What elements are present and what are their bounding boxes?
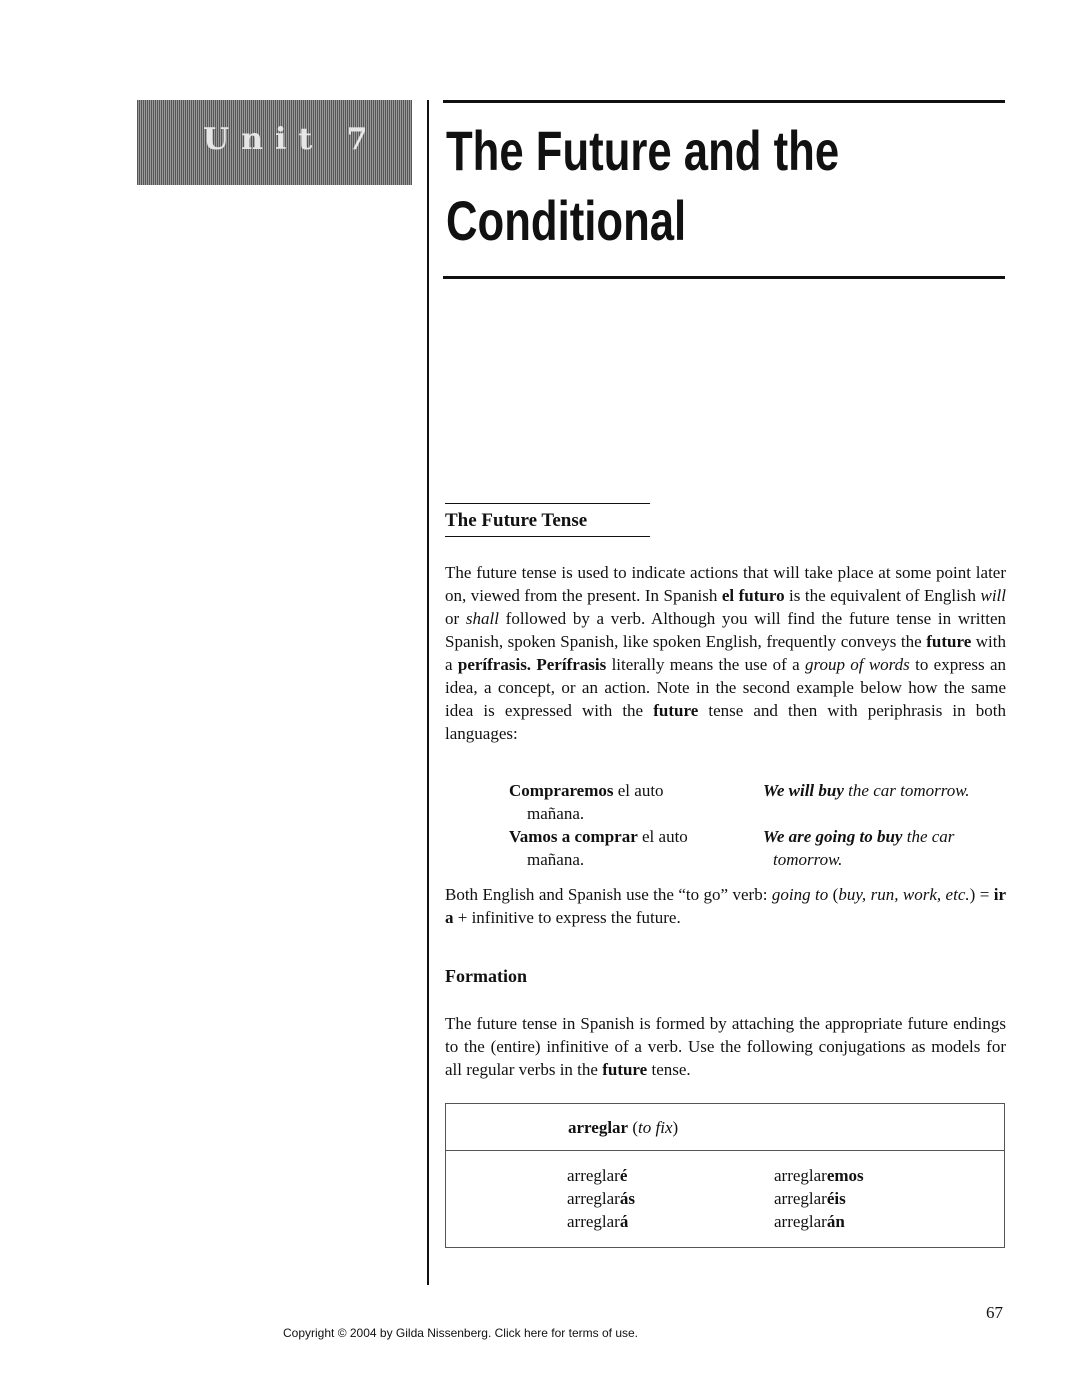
text-run: going to <box>771 885 829 904</box>
conjugation-verb-label: arreglar (to fix) <box>568 1118 679 1137</box>
example-1-english-rest: the car tomorrow. <box>843 781 970 800</box>
text-run: future <box>602 1060 648 1079</box>
example-2-spanish-verb: Vamos a comprar <box>509 827 638 846</box>
section-heading: The Future Tense <box>445 503 650 537</box>
text-run: or <box>445 609 466 628</box>
example-1-spanish-cont: mañana. <box>527 804 585 823</box>
conj-ending: emos <box>826 1166 864 1185</box>
text-run: will <box>980 586 1006 605</box>
text-run: The future tense in Spanish is formed by attaching the appropriate future endings to the (entire) infinitive of a verb. Use the following conjugations as models for all regular verbs in the <box>445 1014 1006 1079</box>
text-run: future <box>926 632 972 651</box>
title-rule-bottom <box>443 276 1005 279</box>
conj-form-5 <box>567 1210 628 1233</box>
conj-form-3 <box>567 1187 635 1210</box>
example-2-english-cont: tomorrow. <box>773 850 843 869</box>
intro-paragraph <box>445 561 1006 745</box>
example-2-spanish-cont: mañana. <box>527 850 585 869</box>
text-run: tense. <box>647 1060 691 1079</box>
formation-heading: Formation <box>445 966 527 986</box>
conj-ending: ás <box>619 1189 635 1208</box>
example-2-english-rest: the car <box>902 827 955 846</box>
example-1-english-verb: We will buy <box>763 781 844 800</box>
text-run: tense and then with periphrasis in both languages: <box>445 701 1006 743</box>
text-run: + infinitive to express the future. <box>453 908 681 927</box>
conj-form-4 <box>774 1187 846 1210</box>
example-2-spanish <box>509 825 688 871</box>
text-run: The future tense is used to indicate actions that will take place at some point later on, viewed from the present. In Spanish <box>445 563 1006 605</box>
unit-label: Unit 7 <box>203 122 380 157</box>
conj-ending: án <box>826 1212 845 1231</box>
example-2-english <box>763 825 954 871</box>
example-1-spanish-rest: el auto <box>613 781 664 800</box>
example-1-english <box>763 779 970 802</box>
conjugation-gloss: to fix <box>638 1118 673 1137</box>
conj-form-1 <box>567 1164 627 1187</box>
conj-form-6 <box>774 1210 845 1233</box>
text-run: ) = <box>969 885 994 904</box>
copyright-notice[interactable]: Copyright © 2004 by Gilda Nissenberg. Click here for terms of use. <box>283 1326 638 1340</box>
text-run: el futuro <box>721 586 785 605</box>
text-run: with a <box>445 632 1006 674</box>
vertical-divider <box>427 100 429 1285</box>
example-1-spanish <box>509 779 664 825</box>
conj-stem: arreglar <box>774 1189 827 1208</box>
conj-stem: arreglar <box>774 1166 827 1185</box>
conj-ending: á <box>619 1212 629 1231</box>
text-run: followed by a verb. Although you will find the future tense in written Spanish, spoken Spanish, like spoken English, frequently conveys the <box>445 609 1006 651</box>
text-run: perífrasis. Perífrasis <box>457 655 607 674</box>
text-run: Both English and Spanish use the “to go” verb: <box>445 885 772 904</box>
text-run: to express an idea, a concept, or an action. Note in the second example below how the same idea is expressed with the <box>445 655 1007 720</box>
text-run: shall <box>465 609 499 628</box>
page-number: 67 <box>986 1303 1003 1322</box>
conjugation-verb: arreglar <box>568 1118 629 1137</box>
conj-stem: arreglar <box>567 1189 620 1208</box>
conj-ending: é <box>619 1166 628 1185</box>
title-rule-top <box>443 100 1005 103</box>
conj-form-2 <box>774 1164 864 1187</box>
chapter-title: The Future and the Conditional <box>446 119 840 252</box>
conj-stem: arreglar <box>774 1212 827 1231</box>
example-1-spanish-verb: Compraremos <box>509 781 614 800</box>
text-run: future <box>653 701 699 720</box>
example-2-spanish-rest: el auto <box>637 827 688 846</box>
text-run: literally means the use of a <box>606 655 805 674</box>
conj-stem: arreglar <box>567 1166 620 1185</box>
text-run: ( <box>828 885 839 904</box>
conjugation-header <box>446 1104 1004 1151</box>
conj-ending: éis <box>826 1189 846 1208</box>
text-run: group of words <box>804 655 910 674</box>
conjugation-table <box>445 1103 1005 1248</box>
formation-paragraph <box>445 1012 1006 1081</box>
both-languages-paragraph <box>445 883 1006 929</box>
conj-stem: arreglar <box>567 1212 620 1231</box>
text-run: is the equivalent of English <box>784 586 981 605</box>
text-run: ir a <box>445 885 1006 927</box>
unit-banner <box>137 100 412 185</box>
example-2-english-verb: We are going to buy <box>763 827 903 846</box>
text-run: buy, run, work, etc. <box>838 885 970 904</box>
